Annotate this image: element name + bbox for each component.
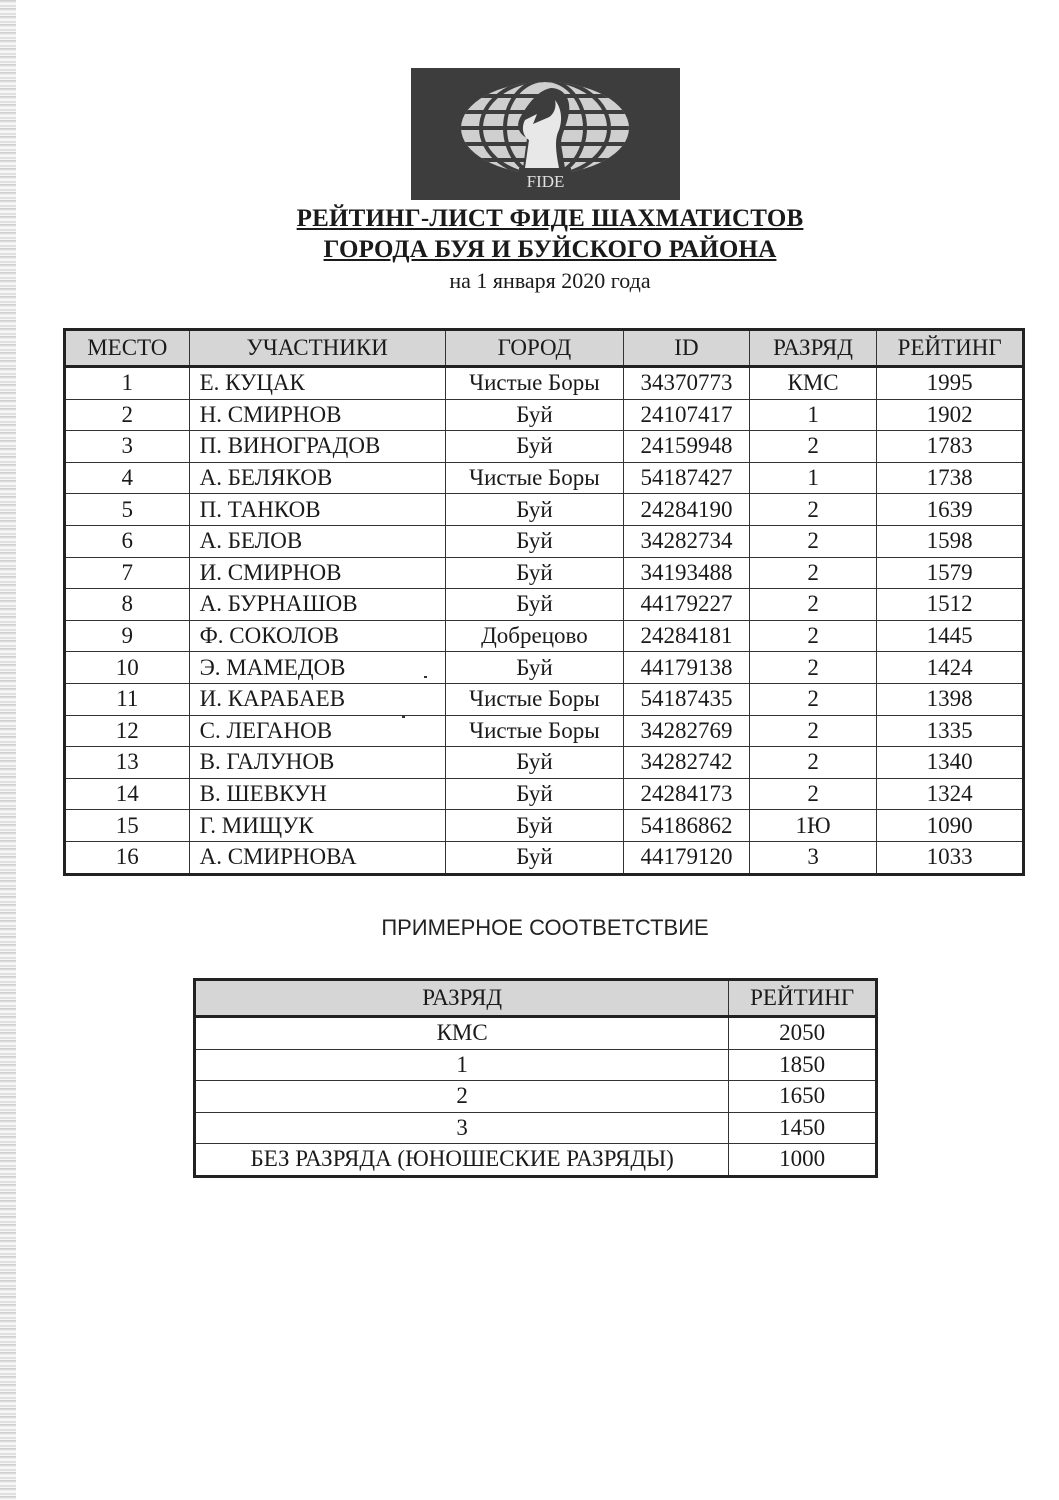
cell-place: 2 xyxy=(65,399,190,431)
cell-category: 2 xyxy=(749,494,877,526)
cell-id: 54186862 xyxy=(624,810,750,842)
cell-place: 11 xyxy=(65,683,190,715)
cell-participant: А. БЕЛЯКОВ xyxy=(189,462,445,494)
col-header-rating: РЕЙТИНГ xyxy=(877,330,1024,367)
cell-place: 14 xyxy=(65,778,190,810)
cell-city: Чистые Боры xyxy=(445,715,623,747)
scan-speck xyxy=(424,676,427,678)
cell-city: Чистые Боры xyxy=(445,683,623,715)
cell-rating: 1598 xyxy=(877,525,1024,557)
document-subtitle: на 1 января 2020 года xyxy=(449,268,651,293)
cell-rating: 1033 xyxy=(877,841,1024,874)
table-row xyxy=(195,1112,877,1144)
table-row xyxy=(65,525,1024,557)
cell-category: 1 xyxy=(195,1049,729,1081)
correspondence-table-header xyxy=(195,980,877,1017)
scan-binding-edge xyxy=(0,0,16,1500)
table-row xyxy=(195,1017,877,1050)
cell-city: Буй xyxy=(445,589,623,621)
cell-rating: 1445 xyxy=(877,620,1024,652)
table-row xyxy=(195,1144,877,1177)
col-header-rating: РЕЙТИНГ xyxy=(729,980,877,1017)
table-row xyxy=(65,620,1024,652)
cell-participant: Э. МАМЕДОВ xyxy=(189,652,445,684)
cell-category: КМС xyxy=(749,367,877,400)
col-header-participants: УЧАСТНИКИ xyxy=(189,330,445,367)
col-header-place: МЕСТО xyxy=(65,330,190,367)
cell-place: 16 xyxy=(65,841,190,874)
table-row xyxy=(195,1049,877,1081)
table-row xyxy=(195,1081,877,1113)
cell-category: 2 xyxy=(749,589,877,621)
scan-speck xyxy=(402,716,405,718)
cell-city: Буй xyxy=(445,810,623,842)
cell-place: 4 xyxy=(65,462,190,494)
cell-category: 2 xyxy=(749,652,877,684)
cell-rating: 1424 xyxy=(877,652,1024,684)
cell-category: БЕЗ РАЗРЯДА (ЮНОШЕСКИЕ РАЗРЯДЫ) xyxy=(195,1144,729,1177)
cell-rating: 1650 xyxy=(729,1081,877,1113)
cell-participant: Н. СМИРНОВ xyxy=(189,399,445,431)
table-row xyxy=(65,557,1024,589)
cell-place: 13 xyxy=(65,747,190,779)
cell-city: Буй xyxy=(445,399,623,431)
cell-id: 44179227 xyxy=(624,589,750,621)
cell-category: 3 xyxy=(749,841,877,874)
cell-city: Буй xyxy=(445,431,623,463)
cell-rating: 1850 xyxy=(729,1049,877,1081)
cell-participant: В. ШЕВКУН xyxy=(189,778,445,810)
rating-table-header xyxy=(65,330,1024,367)
cell-id: 24284181 xyxy=(624,620,750,652)
cell-city: Буй xyxy=(445,841,623,874)
table-row xyxy=(65,715,1024,747)
cell-id: 54187435 xyxy=(624,683,750,715)
cell-category: 1 xyxy=(749,462,877,494)
cell-participant: А. СМИРНОВА xyxy=(189,841,445,874)
col-header-city: ГОРОД xyxy=(445,330,623,367)
table-row xyxy=(65,462,1024,494)
col-header-category: РАЗРЯД xyxy=(749,330,877,367)
cell-id: 34370773 xyxy=(624,367,750,400)
cell-id: 54187427 xyxy=(624,462,750,494)
rating-table xyxy=(63,328,1025,876)
cell-place: 3 xyxy=(65,431,190,463)
correspondence-title: ПРИМЕРНОЕ СООТВЕТСТВИЕ xyxy=(381,915,709,940)
cell-city: Буй xyxy=(445,652,623,684)
cell-rating: 1995 xyxy=(877,367,1024,400)
correspondence-table xyxy=(193,978,878,1178)
col-header-id: ID xyxy=(624,330,750,367)
cell-rating: 1000 xyxy=(729,1144,877,1177)
table-row xyxy=(65,652,1024,684)
cell-rating: 1783 xyxy=(877,431,1024,463)
cell-city: Буй xyxy=(445,557,623,589)
table-row xyxy=(65,367,1024,400)
cell-category: 3 xyxy=(195,1112,729,1144)
cell-id: 44179120 xyxy=(624,841,750,874)
cell-city: Буй xyxy=(445,494,623,526)
cell-category: 2 xyxy=(749,525,877,557)
cell-category: 2 xyxy=(749,431,877,463)
cell-rating: 1324 xyxy=(877,778,1024,810)
cell-city: Буй xyxy=(445,525,623,557)
cell-participant: П. ВИНОГРАДОВ xyxy=(189,431,445,463)
cell-category: 2 xyxy=(749,683,877,715)
cell-rating: 1450 xyxy=(729,1112,877,1144)
cell-id: 24159948 xyxy=(624,431,750,463)
cell-id: 24284173 xyxy=(624,778,750,810)
cell-id: 34193488 xyxy=(624,557,750,589)
cell-id: 34282734 xyxy=(624,525,750,557)
cell-category: 2 xyxy=(749,557,877,589)
cell-city: Чистые Боры xyxy=(445,367,623,400)
cell-participant: А. БЕЛОВ xyxy=(189,525,445,557)
cell-city: Добрецово xyxy=(445,620,623,652)
table-row xyxy=(65,841,1024,874)
cell-category: 2 xyxy=(749,747,877,779)
cell-id: 34282769 xyxy=(624,715,750,747)
cell-city: Буй xyxy=(445,778,623,810)
cell-participant: С. ЛЕГАНОВ xyxy=(189,715,445,747)
cell-participant: В. ГАЛУНОВ xyxy=(189,747,445,779)
fide-logo xyxy=(411,68,680,200)
col-header-category: РАЗРЯД xyxy=(195,980,729,1017)
cell-place: 5 xyxy=(65,494,190,526)
table-row xyxy=(65,494,1024,526)
cell-rating: 1579 xyxy=(877,557,1024,589)
cell-city: Буй xyxy=(445,747,623,779)
cell-participant: А. БУРНАШОВ xyxy=(189,589,445,621)
table-row xyxy=(65,431,1024,463)
cell-city: Чистые Боры xyxy=(445,462,623,494)
cell-rating: 1398 xyxy=(877,683,1024,715)
cell-category: 1Ю xyxy=(749,810,877,842)
cell-rating: 1335 xyxy=(877,715,1024,747)
table-row xyxy=(65,399,1024,431)
cell-participant: И. КАРАБАЕВ xyxy=(189,683,445,715)
cell-participant: Ф. СОКОЛОВ xyxy=(189,620,445,652)
cell-rating: 2050 xyxy=(729,1017,877,1050)
table-row xyxy=(65,810,1024,842)
cell-rating: 1639 xyxy=(877,494,1024,526)
cell-id: 34282742 xyxy=(624,747,750,779)
cell-rating: 1090 xyxy=(877,810,1024,842)
cell-place: 12 xyxy=(65,715,190,747)
fide-logo-text: FIDE xyxy=(526,172,565,191)
cell-participant: Г. МИЩУК xyxy=(189,810,445,842)
cell-rating: 1738 xyxy=(877,462,1024,494)
cell-id: 44179138 xyxy=(624,652,750,684)
cell-id: 24284190 xyxy=(624,494,750,526)
cell-rating: 1340 xyxy=(877,747,1024,779)
cell-participant: Е. КУЦАК xyxy=(189,367,445,400)
cell-place: 10 xyxy=(65,652,190,684)
cell-place: 8 xyxy=(65,589,190,621)
table-row xyxy=(65,589,1024,621)
cell-participant: И. СМИРНОВ xyxy=(189,557,445,589)
cell-category: 2 xyxy=(749,620,877,652)
table-row xyxy=(65,778,1024,810)
cell-participant: П. ТАНКОВ xyxy=(189,494,445,526)
cell-rating: 1902 xyxy=(877,399,1024,431)
cell-place: 15 xyxy=(65,810,190,842)
cell-category: 1 xyxy=(749,399,877,431)
document-title-line2: ГОРОДА БУЯ И БУЙСКОГО РАЙОНА xyxy=(323,236,777,263)
document-title-line1: РЕЙТИНГ-ЛИСТ ФИДЕ ШАХМАТИСТОВ xyxy=(296,205,804,232)
cell-id: 24107417 xyxy=(624,399,750,431)
table-row xyxy=(65,747,1024,779)
cell-place: 7 xyxy=(65,557,190,589)
cell-category: 2 xyxy=(749,778,877,810)
cell-category: 2 xyxy=(195,1081,729,1113)
cell-place: 9 xyxy=(65,620,190,652)
cell-place: 6 xyxy=(65,525,190,557)
table-row xyxy=(65,683,1024,715)
cell-rating: 1512 xyxy=(877,589,1024,621)
cell-category: КМС xyxy=(195,1017,729,1050)
cell-place: 1 xyxy=(65,367,190,400)
cell-category: 2 xyxy=(749,715,877,747)
